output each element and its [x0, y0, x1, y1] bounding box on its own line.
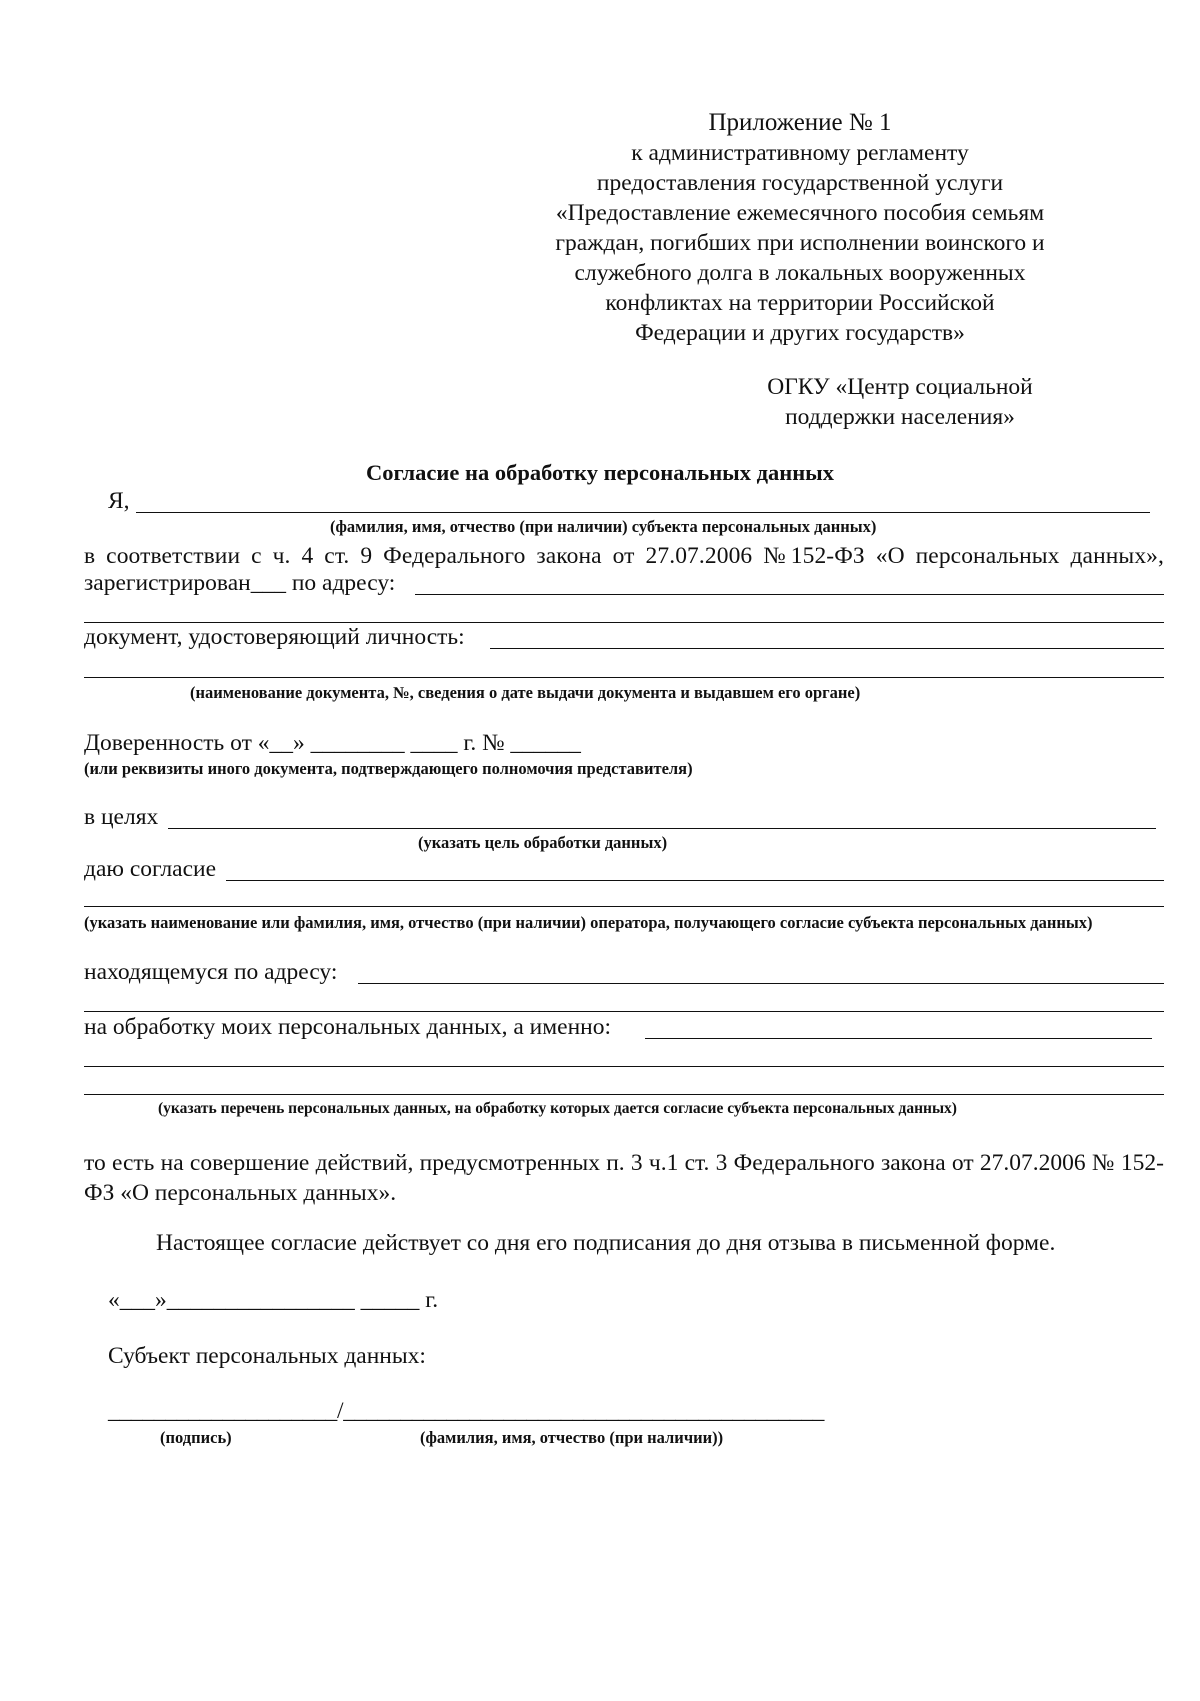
signature-note: (подпись) [160, 1428, 232, 1447]
id-doc-field-2[interactable] [84, 677, 1164, 678]
consent-label: даю согласие [84, 856, 217, 882]
header-line: служебного долга в локальных вооруженных [574, 260, 1026, 286]
processing-field[interactable] [645, 1038, 1152, 1039]
purpose-label: в целях [84, 804, 159, 830]
header-line: к административному регламенту [631, 140, 969, 166]
actions-text: то есть на совершение действий, предусмотренных п. 3 ч.1 ст. 3 Федерального закона от 27.07.2006 № 152-ФЗ «О персональных данных». [84, 1150, 1164, 1206]
law-line: в соответствии с ч. 4 ст. 9 Федерального закона от 27.07.2006 №152-ФЗ «О персональных данных», [84, 543, 1164, 569]
validity-text: Настоящее согласие действует со дня его подписания до дня отзыва в письменной форме. [156, 1230, 1056, 1256]
operator-address-label: находящемуся по адресу: [84, 959, 338, 985]
form-title: Согласие на обработку персональных данных [365, 460, 834, 485]
signature-line[interactable]: ____________________/__________________________________________ [108, 1398, 825, 1424]
purpose-field[interactable] [168, 828, 1156, 829]
header-line: конфликтах на территории Российской [605, 290, 995, 316]
processing-label: на обработку моих персональных данных, а именно: [84, 1014, 611, 1040]
header-line: Приложение № 1 [708, 109, 892, 136]
operator-note: (указать наименование или фамилия, имя, отчество (при наличии) оператора, получающего согласие субъекта персональных данных) [84, 913, 1093, 932]
subject-label: Субъект персональных данных: [108, 1343, 426, 1369]
fio-field[interactable] [136, 512, 1150, 513]
id-doc-label: документ, удостоверяющий личность: [84, 624, 465, 650]
operator-address-field-2[interactable] [84, 1011, 1164, 1012]
proxy-note: (или реквизиты иного документа, подтверждающего полномочия представителя) [84, 759, 693, 778]
registered-label: зарегистрирован___ по адресу: [84, 570, 396, 596]
operator-field-2[interactable] [84, 906, 1164, 907]
header-line: «Предоставление ежемесячного пособия семьям [555, 200, 1045, 226]
id-doc-note: (наименование документа, №, сведения о дате выдачи документа и выдавшем его органе) [190, 683, 861, 702]
processing-field-2[interactable] [84, 1066, 1164, 1067]
fio-signature-note: (фамилия, имя, отчество (при наличии)) [420, 1428, 724, 1447]
addressee-line: ОГКУ «Центр социальной [767, 374, 1033, 400]
i-label: Я, [108, 488, 130, 514]
processing-field-3[interactable] [84, 1094, 1164, 1095]
registered-address-field-2[interactable] [84, 622, 1164, 623]
operator-field[interactable] [226, 880, 1164, 881]
purpose-note: (указать цель обработки данных) [418, 833, 668, 852]
registered-address-field[interactable] [415, 594, 1164, 595]
operator-address-field[interactable] [358, 983, 1164, 984]
header-line: предоставления государственной услуги [596, 170, 1004, 196]
header-line: Федерации и других государств» [635, 320, 965, 346]
proxy-label: Доверенность от «__» ________ ____ г. № ______ [84, 730, 581, 756]
fio-note: (фамилия, имя, отчество (при наличии) субъекта персональных данных) [330, 517, 877, 536]
processing-note: (указать перечень персональных данных, на обработку которых дается согласие субъекта персональных данных) [158, 1100, 957, 1117]
addressee-line: поддержки населения» [785, 404, 1015, 430]
id-doc-field[interactable] [490, 648, 1164, 649]
addressee-block [720, 372, 1080, 432]
date-line[interactable]: «___»________________ _____ г. [108, 1287, 439, 1313]
header-block [500, 108, 1100, 348]
header-line: граждан, погибших при исполнении воинского и [555, 230, 1045, 256]
